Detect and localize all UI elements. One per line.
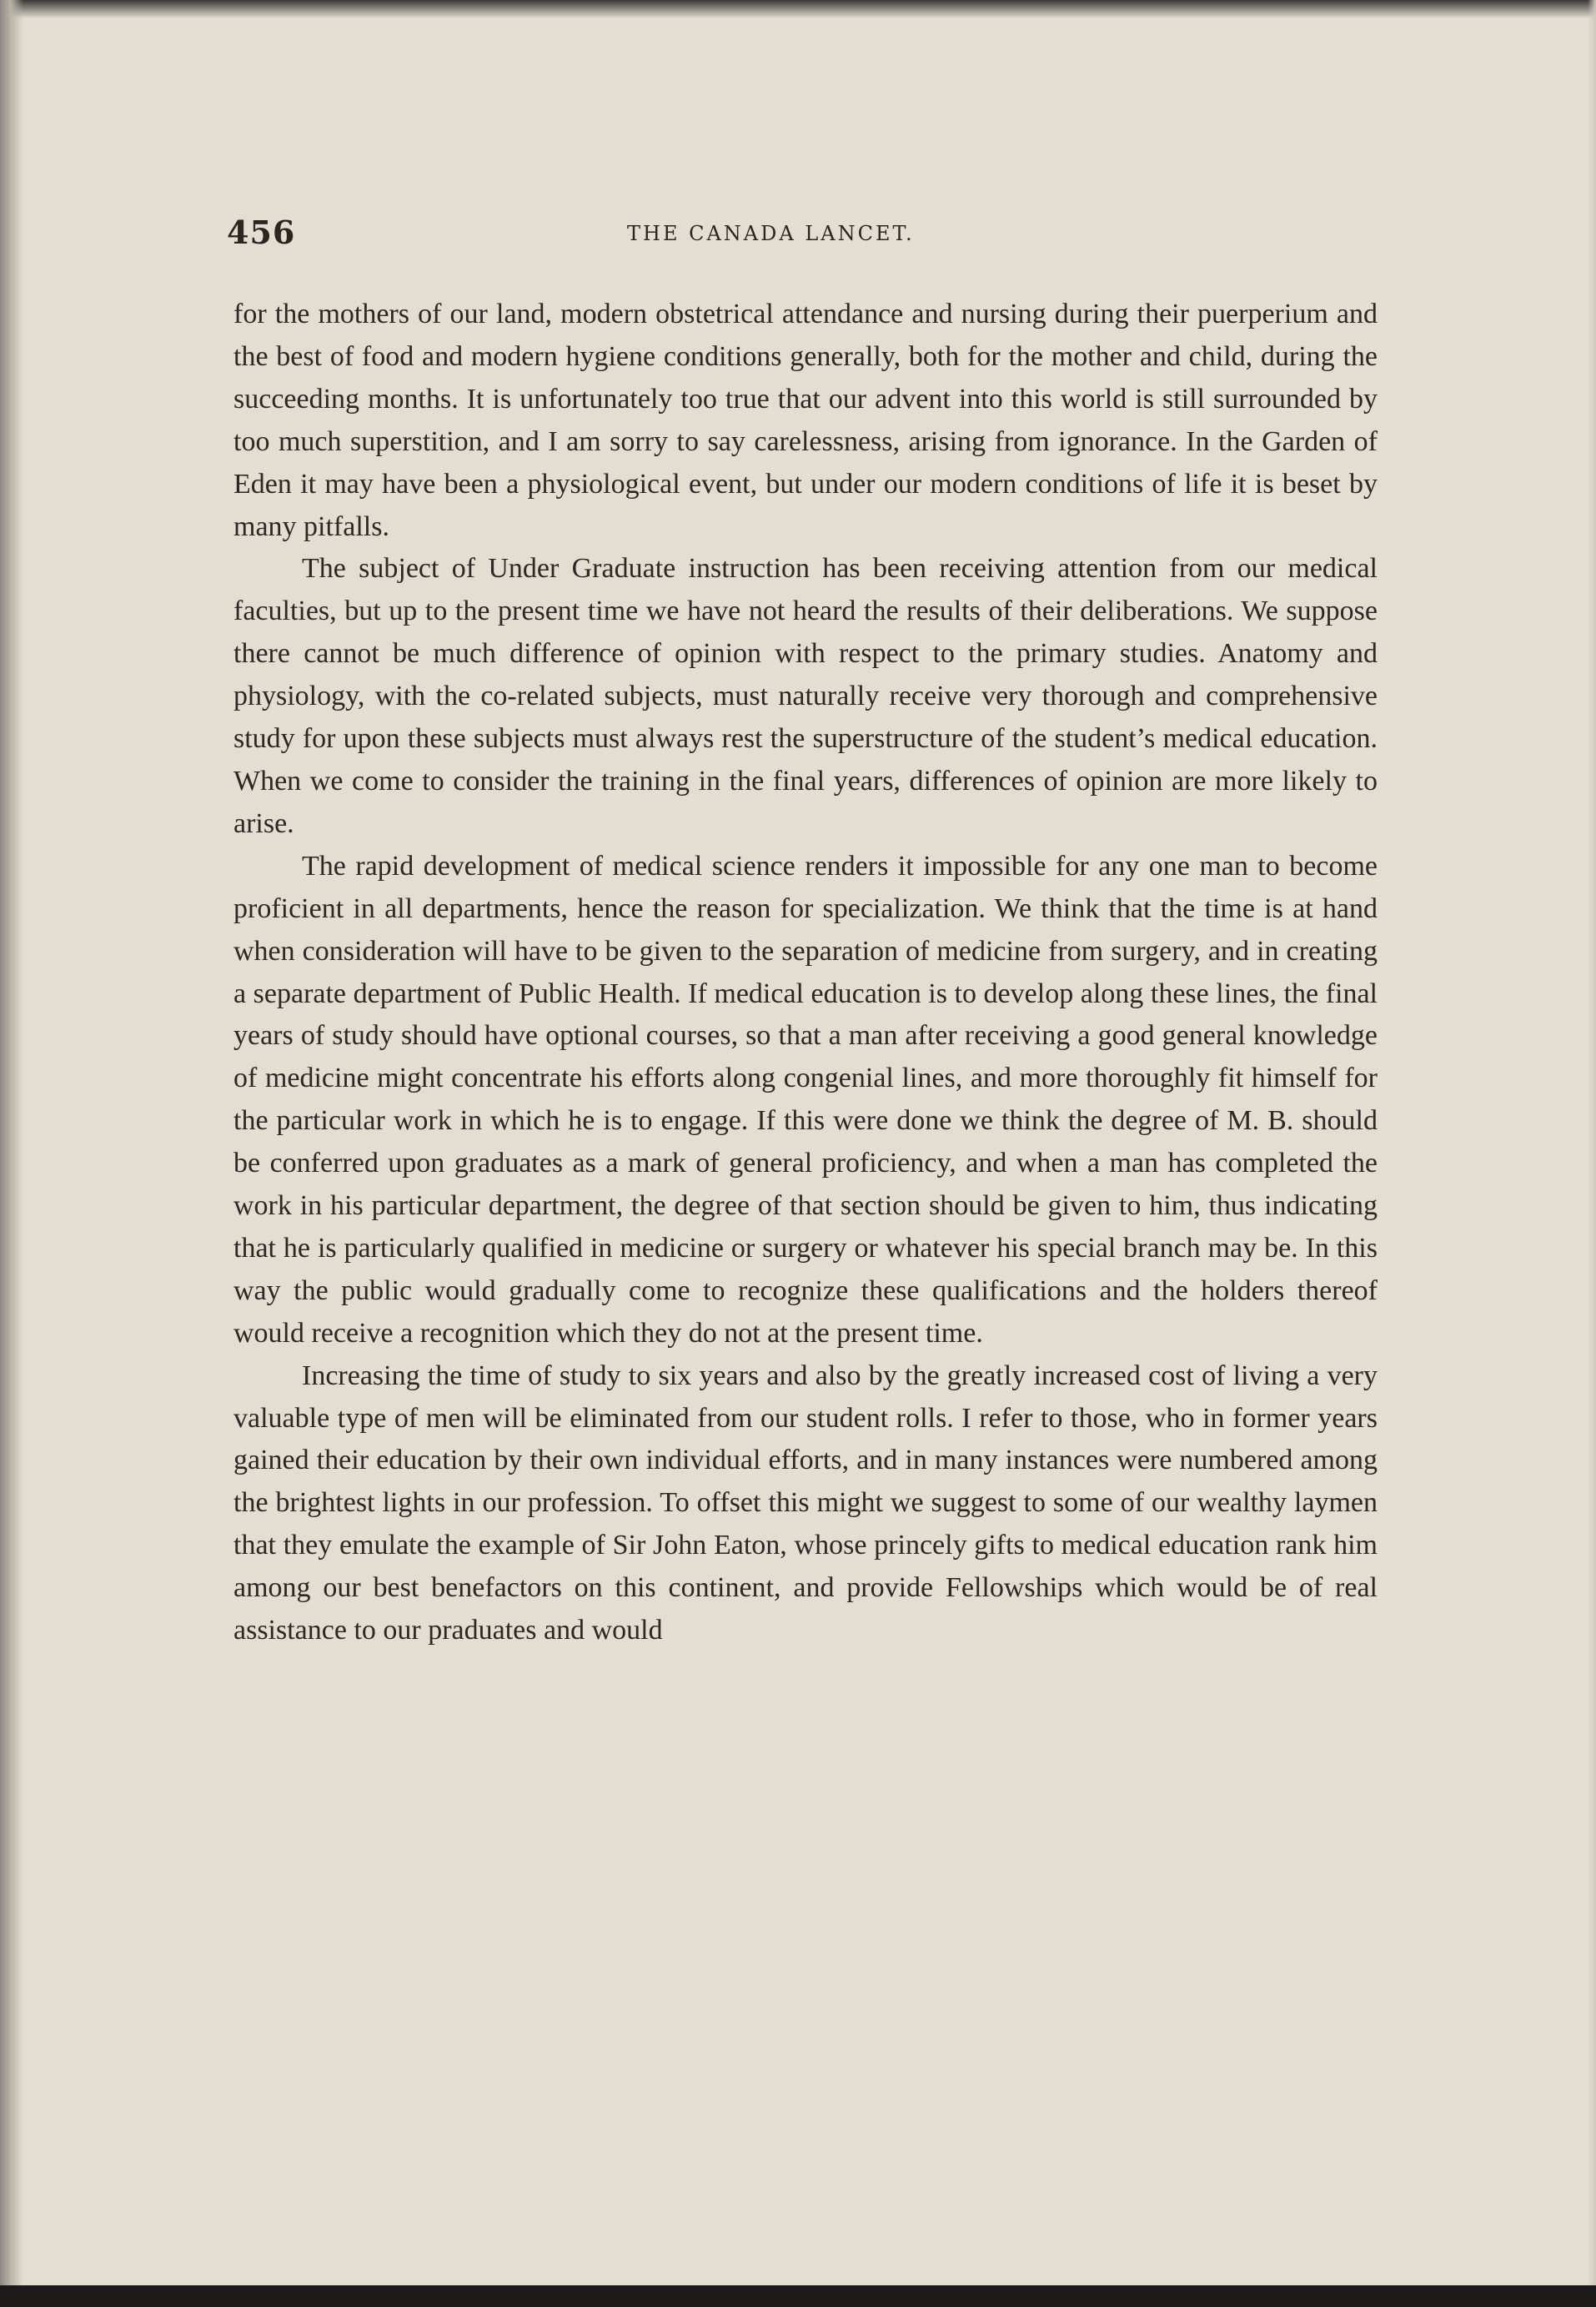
scan-bottom-edge — [0, 2285, 1596, 2307]
paragraph: Increasing the time of study to six years and also by the greatly increased cost of living a very valuable type of men will be eliminated from our student rolls. I refer to those, who in former years gained their education by their own individual efforts, and in many instances were numbered among the brightest lights in our profession. To offset this might we suggest to some of our wealthy laymen that they emulate the example of Sir John Eaton, whose princely gifts to medical education rank him among our best benefactors on this continent, and provide Fellowships which would be of real assistance to our praduates and would — [233, 1360, 1378, 1646]
page-number: 456 — [227, 214, 296, 251]
article-body — [233, 294, 1378, 1652]
page-header — [227, 214, 1378, 257]
page-right-edge — [1588, 0, 1596, 2307]
paragraph: The rapid development of medical science renders it impossible for any one man to become proficient in all departments, hence the reason for specialization. We think that the time is at hand when consideration will have to be given to the separation of medicine from surgery, and in creating a separate department of Public Health. If medical education is to develop along these lines, the final years of study should have optional courses, so that a man after receiving a good general knowledge of medicine might concentrate his efforts along congenial lines, and more thoroughly fit himself for the particular work in which he is to engage. If this were done we think the degree of M. B. should be conferred upon graduates as a mark of general proficiency, and when a man has completed the work in his particular department, the degree of that section should be given to him, thus indicating that he is particularly qualified in medicine or surgery or whatever his special branch may be. In this way the public would gradually come to recognize these qualifications and the holders thereof would receive a recognition which they do not at the present time. — [233, 850, 1378, 1349]
paragraph: The subject of Under Graduate instruction has been receiving attention from our medical faculties, but up to the present time we have not heard the results of their deliberations. We suppose there cannot be much difference of opinion with respect to the primary studies. Anatomy and physiology, with the co-related subjects, must naturally receive very thorough and comprehensive study for upon these subjects must always rest the superstructure of the student’s medical education. When we come to consider the training in the final years, differences of opinion are more likely to arise. — [233, 553, 1378, 839]
top-page-shadow — [0, 0, 1596, 18]
paragraph: for the mothers of our land, modern obstetrical attendance and nursing during their puerperium and the best of food and modern hygiene conditions generally, both for the mother and child, during the succeeding months. It is unfortunately too true that our advent into this world is still surrounded by too much superstition, and I am sorry to say carelessness, arising from ignorance. In the Garden of Eden it may have been a physiological event, but under our modern conditions of life it is beset by many pitfalls. — [233, 299, 1378, 542]
running-head: THE CANADA LANCET. — [627, 222, 915, 245]
binding-gutter — [0, 0, 23, 2307]
